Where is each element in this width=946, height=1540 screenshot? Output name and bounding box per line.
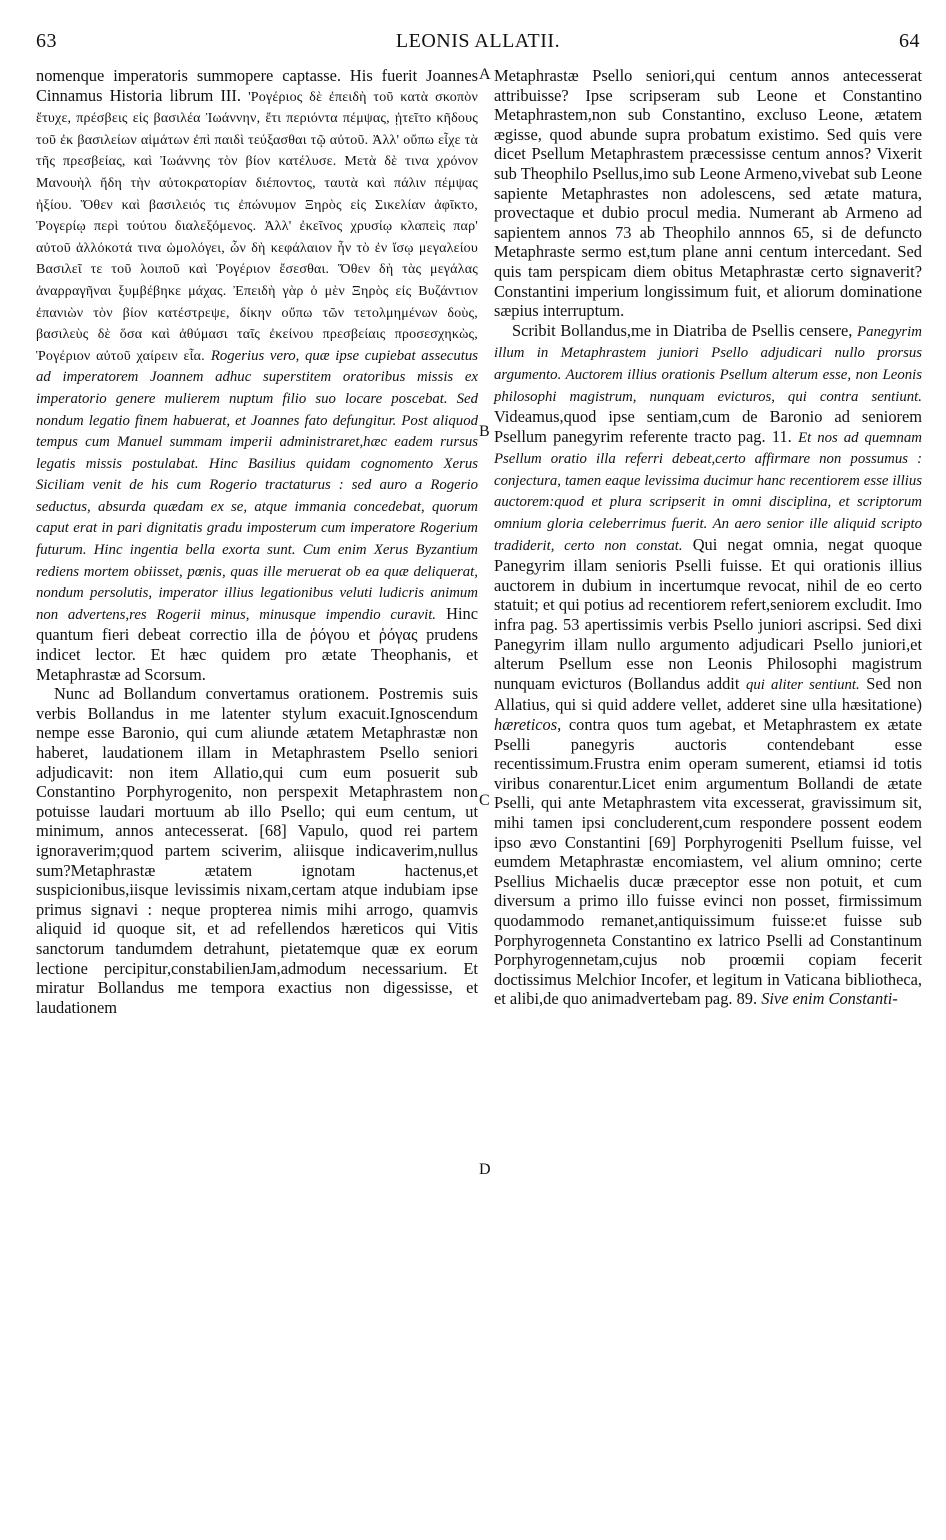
latin-text: Hinc quantum fieri debeat correctio illa de ῥόγου et ῥόγας prudens indicet lector. Et hæc quidem pro ætate Theophanis, et Metaphrastæ ad Scorsum. <box>36 603 478 684</box>
latin-text: contra quos tum agebat, et Metaphrastem ex ætate Pselli panegyris auctoris contendebant esse recentissimum.Frustra enim operam sumerent, etiamsi id totis viribus conarentur.Licet enim argumentum Bollandi de ætate Pselli, qui ante Metaphrastem vita excesserat, gravissimum sit, mihi tamen ipsi concluderent,cum respondere possent eodem ipso ævo Constantini [69] Porphyrogeniti Psellum fuisse, vel eumdem Metaphrastæ encomiastem, vel alium omnino; certe Psellius Michaelis ducæ præceptor esse non potuit, et cum diversum a primo illo fuisse evinci non posset, firmissimum quodammodo remanet,antiquissimum fuisse:et fuisse sub Porphyrogenneta Constantino ex latrico Pselli ad Constantinum Porphyrogennetam,cujus nob proœmii copiam fecerit doctissimus Melchior Incofer, et legitum in Vaticana bibliotheca, et alibi,de quo animadvertebam pag. 89. <box>494 715 922 1009</box>
latin-text: Videamus,quod ipse sentiam,cum de Baronio ad seniorem Psellum panegyrim referente tracto pag. 11. <box>494 407 922 446</box>
margin-marker-d: D <box>479 1161 491 1178</box>
page-number-right: 64 <box>899 30 920 52</box>
margin-marker-c: C <box>479 792 490 809</box>
latin-text: nomenque imperatoris summopere captasse. His fuerit Joannes Cinnamus Historia librum III. <box>36 66 478 105</box>
left-column <box>36 66 478 1017</box>
page-header <box>36 30 920 60</box>
margin-marker-b: B <box>479 423 490 440</box>
italic-quotation: qui aliter sentiunt. <box>745 676 860 693</box>
margin-marker-a: A <box>479 66 491 83</box>
left-paragraph-2: Nunc ad Bollandum convertamus orationem. Postremis suis verbis Bollandus in me latenter stylum exacuit.Ignoscendum nempe esse Baronio, qui cum aliunde ætatem Metaphrastæ non haberet, laudationem illam in Metaphrastem Psello seniori adjudicavit: non item Allatio,qui cum eum posuerit sub Constantino Porphyrogenito, non perspexit Metaphrastem non potuisse laudari mortuum ab illo Psello; qui eum centum, ut minimum, annos antecesserat. [68] Vapulo, quod rei partem ignoraverim;quod partem sciverim, aliisque indicaverim,nullus sum?Metaphrastæ ætatem ignotam hactenus,et suspicionibus,iisque levissimis nixam,certam atque indubiam ipse primus signavi : neque propterea nimis mihi arrogo, quamvis aliquid id quoque sit, et ad refellendos hæreticos qui Vitis sanctorum tandumdem detrahunt, pietatemque quæ ex eorum lectione percipitur,constabilienJam,admodum necessarium. Et miratur Bollandus me tempora exactius non digessisse, et laudationem <box>36 684 478 1017</box>
latin-text: Qui negat omnia, negat quoque Panegyrim illam senioris Pselli fuisse. Et qui orationis illius auctorem in dubium in incertumque revocat, nihil de eo certo statuit; et qui potius ad recentiorem refert,seniorem excludit. Imo infra pag. 53 apertissimis verbis Psello juniori ascripsi. Sed dixi Panegyrim illam nullo argumento adjudicari Psello juniori,et alterum Psellum esse non Leonis Philosophi magistrum nunquam evicturos (Bollandus addit <box>494 534 922 693</box>
latin-text: Scribit Bollandus,me in Diatriba de Psellis censere, <box>512 320 853 340</box>
left-paragraph-1 <box>36 66 478 684</box>
italic-quotation: Et nos ad quemnam Psellum oratio illa referri debeat,certo affirmare non possumus : conjectura, tamen eaque levissima ducimur hanc recentiorem esse illius auctorem:quod et plura scripserit in omni disciplina, et scriptorum omnium gloria celeberrimus fuerit. An aero senior ille aliquid scripto tradiderit, certo non constat. <box>494 429 922 554</box>
italic-word: hæreticos, <box>494 715 562 734</box>
latin-text: Sed non Allatius, qui si quid addere vellet, adderet sine ulla hæsitatione) <box>494 673 922 715</box>
italic-word: Sive enim Constanti- <box>761 989 898 1009</box>
italic-quotation: Panegyrim illum in Metaphrastem juniori Psello adjudicari nullo prorsus argumento. Auctorem illius orationis Psellum alterum esse, non Leonis philosophi magistrum, nunquam evicturos, qui contra sentiunt. <box>494 323 922 405</box>
right-paragraph-1: Metaphrastæ Psello seniori,qui centum annos antecesserat attribuisse? Ipse scripseram sub Leone et Constantino Metaphrastem,non sub Constantino, excluso Leone, ætatem ægisse, quod abunde supra probatum existimo. Sed quis vere dicet Psellum Metaphrastem præcessisse centum annos? Vixerit sub Theophilo Psellus,imo sub Leone Armeno,vivebat sub Leone sapiente Metaphrastes non adolescens, sed ætate matura, provectaque et dubio procul media. Numerant ab Armeno ad sapientem annos 73 ab Theophilo annnos 65, si de defuncto Metaphraste sermo est,tum plane anni centum intercedant. Sed quis tam perspicam diem obitus Metaphrastæ certo signaverit? Constantini imperium longissimum fuit, et aliorum dominatione sæpius interruptum. <box>494 66 922 321</box>
page-number-left: 63 <box>36 30 57 52</box>
latin-translation: Rogerius vero, quæ ipse cupiebat assecutus ad imperatorem Joannem adhuc superstitem oratoribus missis ex imperatorio genere mulierem nuptum filio suo locare poscebat. Sed nondum legatio finem habuerat, et Joannes fato defungitur. Post aliquod tempus cum Manuel summam imperii administraret,hæc eadem rursus legatis missis postulabat. Hinc Basilius quidam cognomento Xerus Siciliam venit de his cum Rogerio tractaturus : sed auro a Rogerio seductus, absurda quædam ex se, atque immania concedebat, quorum caput erat in pari dignitatis gradu imposterum cum imperatore Rogerium futurum. Hinc ingentia bella exorta sunt. Cum enim Xerus Byzantium rediens mortem obiisset, pœnis, quas ille meruerat ob ea quæ deliquerat, nondum persolutis, imperator illius legationibus veluti ludicris animum non advertens,res Rogerii minus, minusque impendio curavit. <box>36 347 478 623</box>
right-column <box>494 66 922 1009</box>
greek-quotation: 'Ρογέριος δὲ ἐπειδὴ τοῦ κατὰ σκοπὸν ἔτυχε, πρέσβεις εἰς βασιλέα Ἰωάννην, ἔτι περιόντα πέμψας, ᾐτεῖτο κῆδους τοῦ ἐκ βασιλείων αἱμάτων ἐπὶ παιδὶ τεύξασθαι τῷ αὐτοῦ. Ἀλλ' οὔπω εἶχε τὰ τῆς πρεσβείας, καὶ Ἰωάννης τὸν βίον κατέλυσε. Μετὰ δὲ τινα χρόνον Μανουὴλ ἤδη τὴν αὐτοκρατορίαν διέποντος, ταυτὰ καὶ πάλιν πέμψας ἠξίου. Ὅθεν καὶ βασιλειός τις ἐπώνυμον Ξηρὸς εἰς Σικελίαν ἀφῖκτο, Ῥογερίῳ περὶ τούτου διαλεξόμενος. Ἀλλ' ἐκεῖνος χρυσίῳ κλαπεὶς παρ' αὐτοῦ ἀλλόκοτά τινα ὡμολόγει, ὧν δὴ κεφάλαιον ἦν τὸ ἐν ἴσῳ μεγαλείου Βασιλεῖ τε τοῦ λοιποῦ καὶ Ῥογέριον ἔσεσθαι. Ὅθεν δὴ τὰς μεγάλας ἀναρραγῆναι ξυμβέβηκε μάχας. Ἐπειδὴ γὰρ ὁ μὲν Ξηρὸς εἰς Βυζάντιον ἐπανιὼν τὸν βίον κατέστρεψε, δίκην οὔπω τῶν τετολμημένων δοὺς, βασιλεὺς δὲ ὅσα καὶ ἀθύμασι ταῖς ἐκείνου πρεσβείαις προσεσχηκὼς, Ῥογέριον αὐτοῦ χαίρειν εἶα. <box>36 89 478 364</box>
right-paragraph-2 <box>494 321 922 1009</box>
running-title: LEONIS ALLATII. <box>395 30 561 52</box>
